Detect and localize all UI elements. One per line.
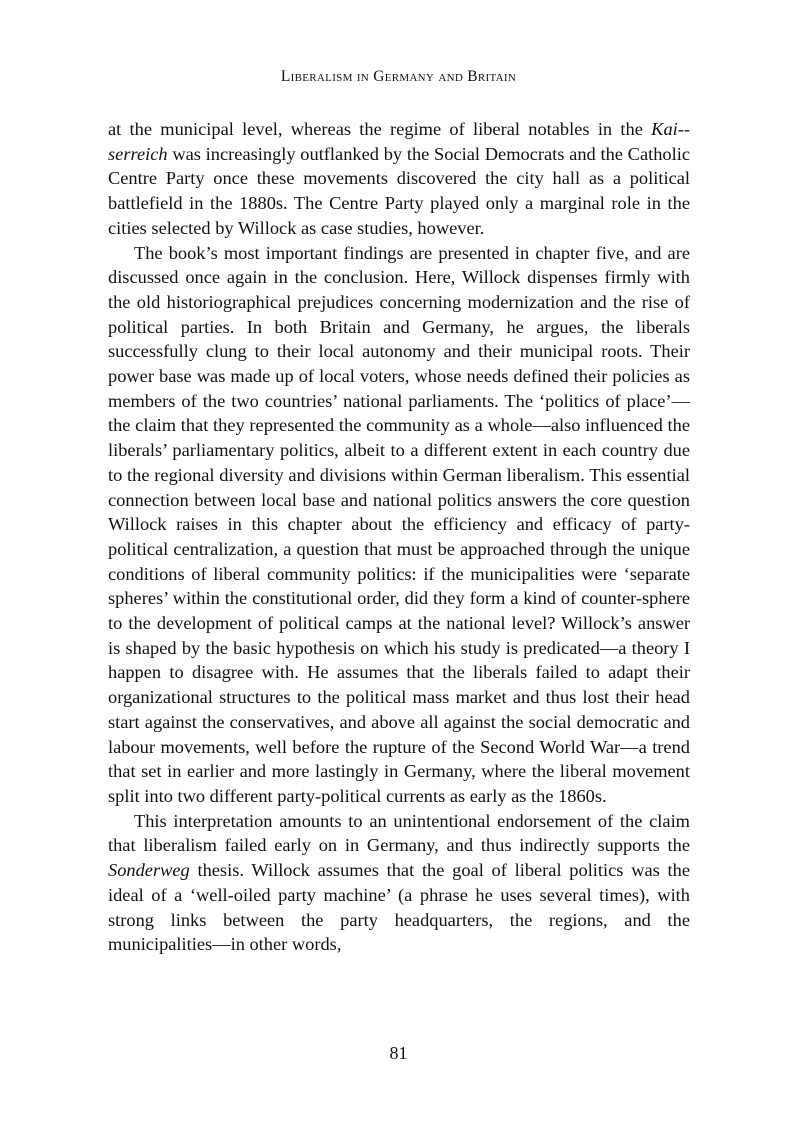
paragraph — [108, 241, 690, 809]
body-text — [108, 117, 690, 957]
text-segment: was increasingly outflanked by the Social Democrats and the Catholic Centre Party once these movements discovered the city hall as a political battlefield in the 1880s. The Centre Party played only a marginal role in the cities selected by Willock as case studies, however. — [108, 143, 690, 238]
paragraph — [108, 809, 690, 957]
italic-term-sonderweg: Sonderweg — [108, 860, 190, 881]
text-segment: thesis. Willock assumes that the goal of liberal politics was the ideal of a ‘well-oiled party machine’ (a phrase he uses several times), with strong links between the party headquarters, the regions, and the municipalities—in other words, — [108, 860, 690, 955]
text-segment: This interpretation amounts to an unintentional endorsement of the claim that liberalism failed early on in Germany, and thus indirectly supports the — [108, 810, 690, 856]
text-segment: The book’s most important findings are presented in chapter five, and are discussed once again in the conclusion. Here, Willock dispenses firmly with the old historiographical prejudices concerning modernization and the rise of political parties. In both Britain and Germany, he argues, the liberals successfully clung to their local autonomy and their municipal roots. Their power base was made up of local voters, whose needs defined their policies as members of the two countries’ national parliaments. The ‘politics of place’—the claim that they represented the community as a whole—also influenced the liberals’ parliamentary politics, albeit to a different extent in each country due to the regional diversity and divisions within German liberalism. This essential connection between local base and national politics answers the core question Willock raises in this chapter about the efficiency and efficacy of party-political centralization, a question that must be approached through the unique conditions of liberal community politics: if the municipalities were ‘separate spheres’ within the constitutional order, did they form a kind of counter-sphere to the development of political camps at the national level? Willock’s answer is shaped by the basic hypothesis on which his study is predicated—a theory I happen to disagree with. He assumes that the liberals failed to adapt their organizational structures to the political mass market and thus lost their head start against the conservatives, and above all against the social democratic and labour movements, well before the rupture of the Second World War—a trend that set in earlier and more lastingly in Germany, where the liberal movement split into two different party-political currents as early as the 1860s. — [108, 242, 690, 806]
page-number: 81 — [389, 1043, 408, 1063]
paragraph — [108, 117, 690, 241]
running-header: Liberalism in Germany and Britain — [280, 68, 517, 85]
italic-term-kaiserreich: Kai-serreich — [108, 119, 690, 164]
text-segment: at the municipal level, whereas the regime of liberal notables in the — [108, 119, 652, 139]
